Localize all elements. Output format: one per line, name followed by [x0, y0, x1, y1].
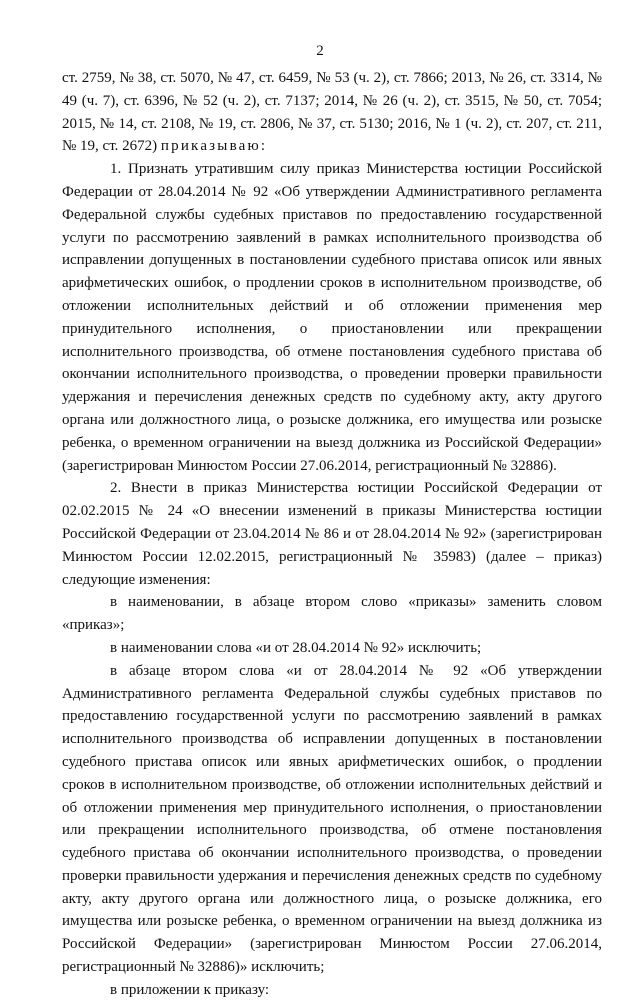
page-number: 2: [316, 43, 324, 59]
paragraph-item-1: 1. Признать утратившим силу приказ Министерства юстиции Российской Федерации от 28.04.2014 № 92 «Об утверждении Административного регламента Федеральной службы судебных приставов по предоставлению государственной услуги по рассмотрению заявлений в рамках исполнительного производства об исправлении допущенных в постановлении судебного пристава описок или явных арифметических ошибок, о продлении сроков в исполнительном производстве, об отложении исполнительных действий и об отложении применения мер принудительного исполнения, о приостановлении или прекращении исполнительного производства, об отмене постановления судебного пристава об окончании исполнительного производства, о проведении проверки правильности удержания и перечисления денежных средств по судебному акту, акту другого органа или должностного лица, о розыске должника, его имущества или розыске ребенка, о временном ограничении на выезд должника из Российской Федерации» (зарегистрирован Минюстом России 27.06.2014, регистрационный № 32886).: [62, 161, 602, 474]
paragraph-change-1: в наименовании, в абзаце втором слово «приказы» заменить словом «приказ»;: [62, 594, 602, 634]
paragraph-item-2: 2. Внести в приказ Министерства юстиции Российской Федерации от 02.02.2015 № 24 «О внесении изменений в приказы Министерства юстиции Российской Федерации от 23.04.2014 № 86 и от 28.04.2014 № 92» (зарегистрирован Минюстом России 12.02.2015, регистрационный № 35983) (далее – приказ) следующие изменения:: [62, 480, 602, 588]
paragraph-change-4: в приложении к приказу:: [110, 981, 270, 998]
paragraph-intro: [62, 67, 602, 158]
paragraph-change-3: в абзаце втором слова «и от 28.04.2014 № 92 «Об утверждении Административного регламента Федеральной службы судебных приставов по предоставлению государственной услуги по рассмотрению заявлений в рамках исполнительного производства об исправлении допущенных в постановлении судебного пристава описок или явных арифметических ошибок, о продлении сроков в исполнительном производстве, об отложении исполнительных действий и об отложении применения мер принудительного исполнения, о приостановлении или прекращении исполнительного производства, об отмене постановления судебного пристава об окончании исполнительного производства, о проведении проверки правильности удержания и перечисления денежных средств по судебному акту, акту другого органа или должностного лица, о розыске должника, его имущества или розыске ребенка, о временном ограничении на выезд должника из Российской Федерации» (зарегистрирован Минюстом России 27.06.2014, регистрационный № 32886)» исключить;: [62, 662, 602, 976]
intro-order-word: приказываю:: [160, 138, 268, 155]
paragraph-change-2: в наименовании слова «и от 28.04.2014 № 92» исключить;: [110, 639, 482, 656]
document-body: [62, 67, 602, 1002]
intro-citation-text: ст. 2759, № 38, ст. 5070, № 47, ст. 6459, № 53 (ч. 2), ст. 7866; 2013, № 26, ст. 3314, № 49 (ч. 7), ст. 6396, № 52 (ч. 2), ст. 7137; 2014, № 26 (ч. 2), ст. 3515, № 50, ст. 7054; 2015, № 14, ст. 2108, № 19, ст. 2806, № 37, ст. 5130; 2016, № 1 (ч. 2), ст. 207, ст. 211, № 19, ст. 2672): [62, 70, 602, 155]
